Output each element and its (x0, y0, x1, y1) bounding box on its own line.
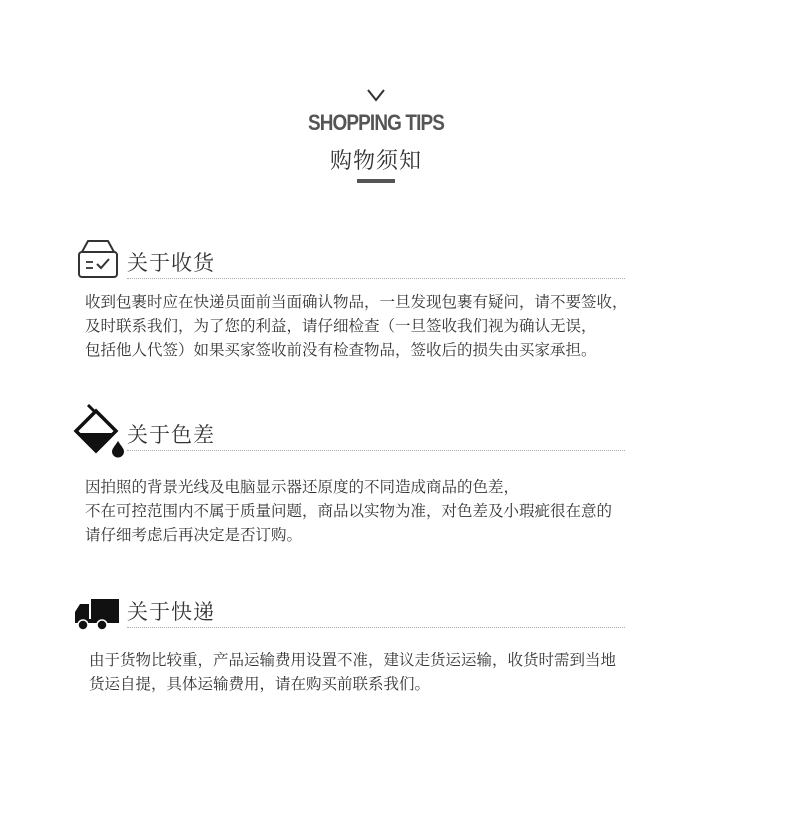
section-divider (127, 627, 625, 628)
body-line: 货运自提，具体运输费用，请在购买前联系我们。 (89, 675, 431, 693)
section-body-receiving (85, 290, 628, 362)
body-line: 不在可控范围内不属于质量问题，商品以实物为准，对色差及小瑕疵很在意的 (85, 502, 613, 520)
section-title-color-difference: 关于色差 (127, 423, 215, 447)
chevron-down-icon (366, 88, 386, 102)
section-body-color-difference (85, 475, 612, 547)
package-icon (77, 238, 119, 280)
paint-bucket-icon (72, 403, 126, 459)
page-title-english: SHOPPING TIPS (307, 110, 445, 135)
title-underline (357, 179, 395, 183)
body-line: 包括他人代签）如果买家签收前没有检查物品，签收后的损失由买家承担。 (85, 341, 597, 359)
body-line: 及时联系我们，为了您的利益，请仔细检查（一旦签收我们视为确认无误， (85, 317, 597, 335)
section-divider (127, 450, 625, 451)
body-line: 因拍照的背景光线及电脑显示器还原度的不同造成商品的色差， (85, 478, 520, 496)
body-line: 由于货物比较重，产品运输费用设置不准，建议走货运运输，收货时需到当地 (89, 651, 617, 669)
section-title-delivery: 关于快递 (127, 600, 215, 624)
section-divider (127, 278, 625, 279)
body-line: 收到包裹时应在快递员面前当面确认物品，一旦发现包裹有疑问，请不要签收， (85, 293, 628, 311)
section-title-receiving: 关于收货 (127, 251, 215, 275)
page-title-chinese: 购物须知 (329, 149, 422, 174)
section-body-delivery (89, 648, 616, 696)
delivery-truck-icon (74, 598, 120, 632)
body-line: 请仔细考虑后再决定是否订购。 (85, 526, 303, 544)
